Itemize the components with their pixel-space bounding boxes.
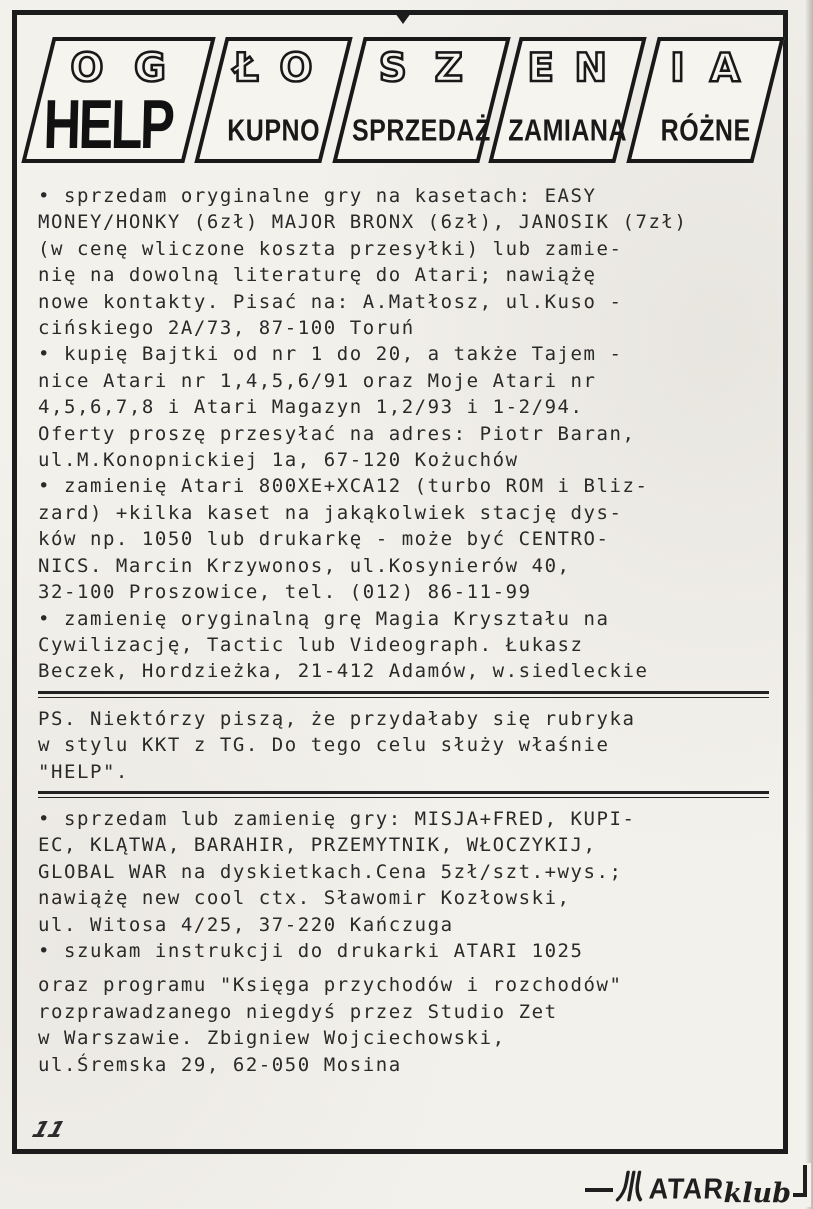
text-line: w Warszawie. Zbigniew Wojciechowski,: [38, 1027, 506, 1050]
header-banner: [37, 37, 769, 163]
text-line: • sprzedam lub zamienię gry: MISJA+FRED, KUPI-: [38, 807, 636, 830]
text-line: ków np. 1050 lub drukarkę - może być CENTRO-: [38, 528, 610, 551]
divider-line: [38, 791, 769, 798]
banner-letter: S: [378, 46, 408, 91]
divider-line: [38, 691, 769, 698]
text-line: • sprzedam oryginalne gry na kasetach: EASY: [38, 185, 597, 207]
text-line: Oferty proszę przesyłać na adres: Piotr Baran,: [38, 422, 636, 445]
banner-letter: Z: [434, 46, 464, 91]
banner-outline-letters: [41, 41, 196, 92]
banner-panel-help: [21, 37, 216, 163]
text-line: w stylu KKT z TG. Do tego celu służy właśnie: [38, 734, 610, 757]
help-logo: HELP: [42, 86, 174, 164]
text-line: ul.Śremska 29, 62-050 Mosina: [38, 1053, 402, 1076]
scan-edge-shadow: [805, 0, 813, 1209]
text-line: MONEY/HONKY (6zł) MAJOR BRONX (6zł), JANOSIK (7zł): [38, 211, 688, 234]
text-line: • zamienię Atari 800XE+XCA12 (turbo ROM i Bliz-: [38, 475, 649, 498]
text-line: cińskiego 2A/73, 87-100 Toruń: [38, 317, 415, 340]
logo-bracket: [793, 1165, 807, 1197]
atarklub-logo: [579, 1163, 811, 1207]
text-line: • kupię Bajtki od nr 1 do 20, a także Tajem -: [38, 343, 623, 366]
text-line: PS. Niektórzy piszą, że przydałaby się rubryka: [38, 707, 636, 730]
category-label: KUPNO: [227, 113, 321, 149]
banner-letter: I: [669, 46, 686, 91]
text-line: nice Atari nr 1,4,5,6/91 oraz Moje Atari nr: [38, 369, 597, 392]
banner-panel-rozne: [626, 37, 785, 163]
banner-outline-letters: [352, 41, 491, 92]
banner-letter: A: [709, 46, 741, 91]
text-line: 32-100 Proszowice, tel. (012) 86-11-99: [38, 581, 532, 604]
logo-text-atar: ATAR: [647, 1172, 725, 1205]
banner-outline-letters: [508, 41, 627, 92]
text-line: rozprawadzanego niegdyś przez Studio Zet: [38, 1000, 558, 1023]
banner-letter: Ł: [234, 46, 261, 91]
category-label: RÓŻNE: [660, 113, 751, 149]
text-line: nię na dowolną literaturę do Atari; nawiążę: [38, 264, 597, 287]
text-line: nawiążę new cool ctx. Sławomir Kozłowski,: [38, 887, 571, 910]
text-line: 4,5,6,7,8 i Atari Magazyn 1,2/93 i 1-2/94.: [38, 396, 584, 419]
banner-letter: E: [527, 46, 556, 91]
text-line: GLOBAL WAR na dyskietkach.Cena 5zł/szt.+wys.;: [38, 860, 623, 883]
category-label: SPRZEDAŻ: [351, 113, 491, 149]
text-line: • zamienię oryginalną grę Magia Kryształu na: [38, 607, 610, 630]
ads-section-bottom: [38, 806, 769, 964]
logo-text-klub: klub: [723, 1178, 791, 1209]
ads-section-last: [38, 972, 769, 1078]
atari-fuji-icon: [613, 1170, 647, 1206]
banner-letter: G: [133, 46, 167, 91]
banner-letter: N: [574, 46, 609, 91]
text-line: "HELP".: [38, 760, 129, 783]
ads-section-top: [38, 183, 769, 685]
banner-panel-sprzedaz: [332, 37, 510, 163]
banner-letter: O: [279, 46, 314, 91]
banner-outline-letters: [214, 41, 333, 92]
banner-letter: O: [70, 46, 105, 91]
category-label: ZAMIANA: [508, 113, 628, 149]
text-line: ul. Witosa 4/25, 37-220 Kańczuga: [38, 913, 454, 936]
text-line: Cywilizację, Tactic lub Videograph. Łukasz: [38, 633, 584, 656]
text-line: nowe kontakty. Pisać na: A.Matłosz, ul.Kuso -: [38, 290, 623, 313]
text-line: Beczek, Hordzieżka, 21-412 Adamów, w.siedleckie: [38, 660, 649, 683]
text-line: EC, KLĄTWA, BARAHIR, PRZEMYTNIK, WŁOCZYKIJ,: [38, 834, 597, 857]
text-line: ul.M.Konopnickiej 1a, 67-120 Kożuchów: [38, 449, 519, 472]
body-text-column: [38, 183, 769, 1078]
text-line: oraz programu "Księga przychodów i rozchodów": [38, 974, 623, 997]
banner-panel-zamiana: [489, 37, 648, 163]
ps-note: [38, 706, 769, 785]
page-frame: [12, 10, 788, 1154]
text-line: (w cenę wliczone koszta przesyłki) lub zamie-: [38, 237, 623, 260]
text-line: NICS. Marcin Krzywonos, ul.Kosynierów 40,: [38, 554, 571, 577]
page-number: 11: [28, 1118, 68, 1143]
logo-dash: [585, 1188, 613, 1192]
frame-notch-mark: [395, 13, 411, 24]
text-line: zard) +kilka kaset na jakąkolwiek stację dys-: [38, 501, 623, 524]
banner-outline-letters: [646, 41, 765, 92]
banner-panel-kupno: [195, 37, 354, 163]
text-line: • szukam instrukcji do drukarki ATARI 1025: [38, 939, 584, 962]
